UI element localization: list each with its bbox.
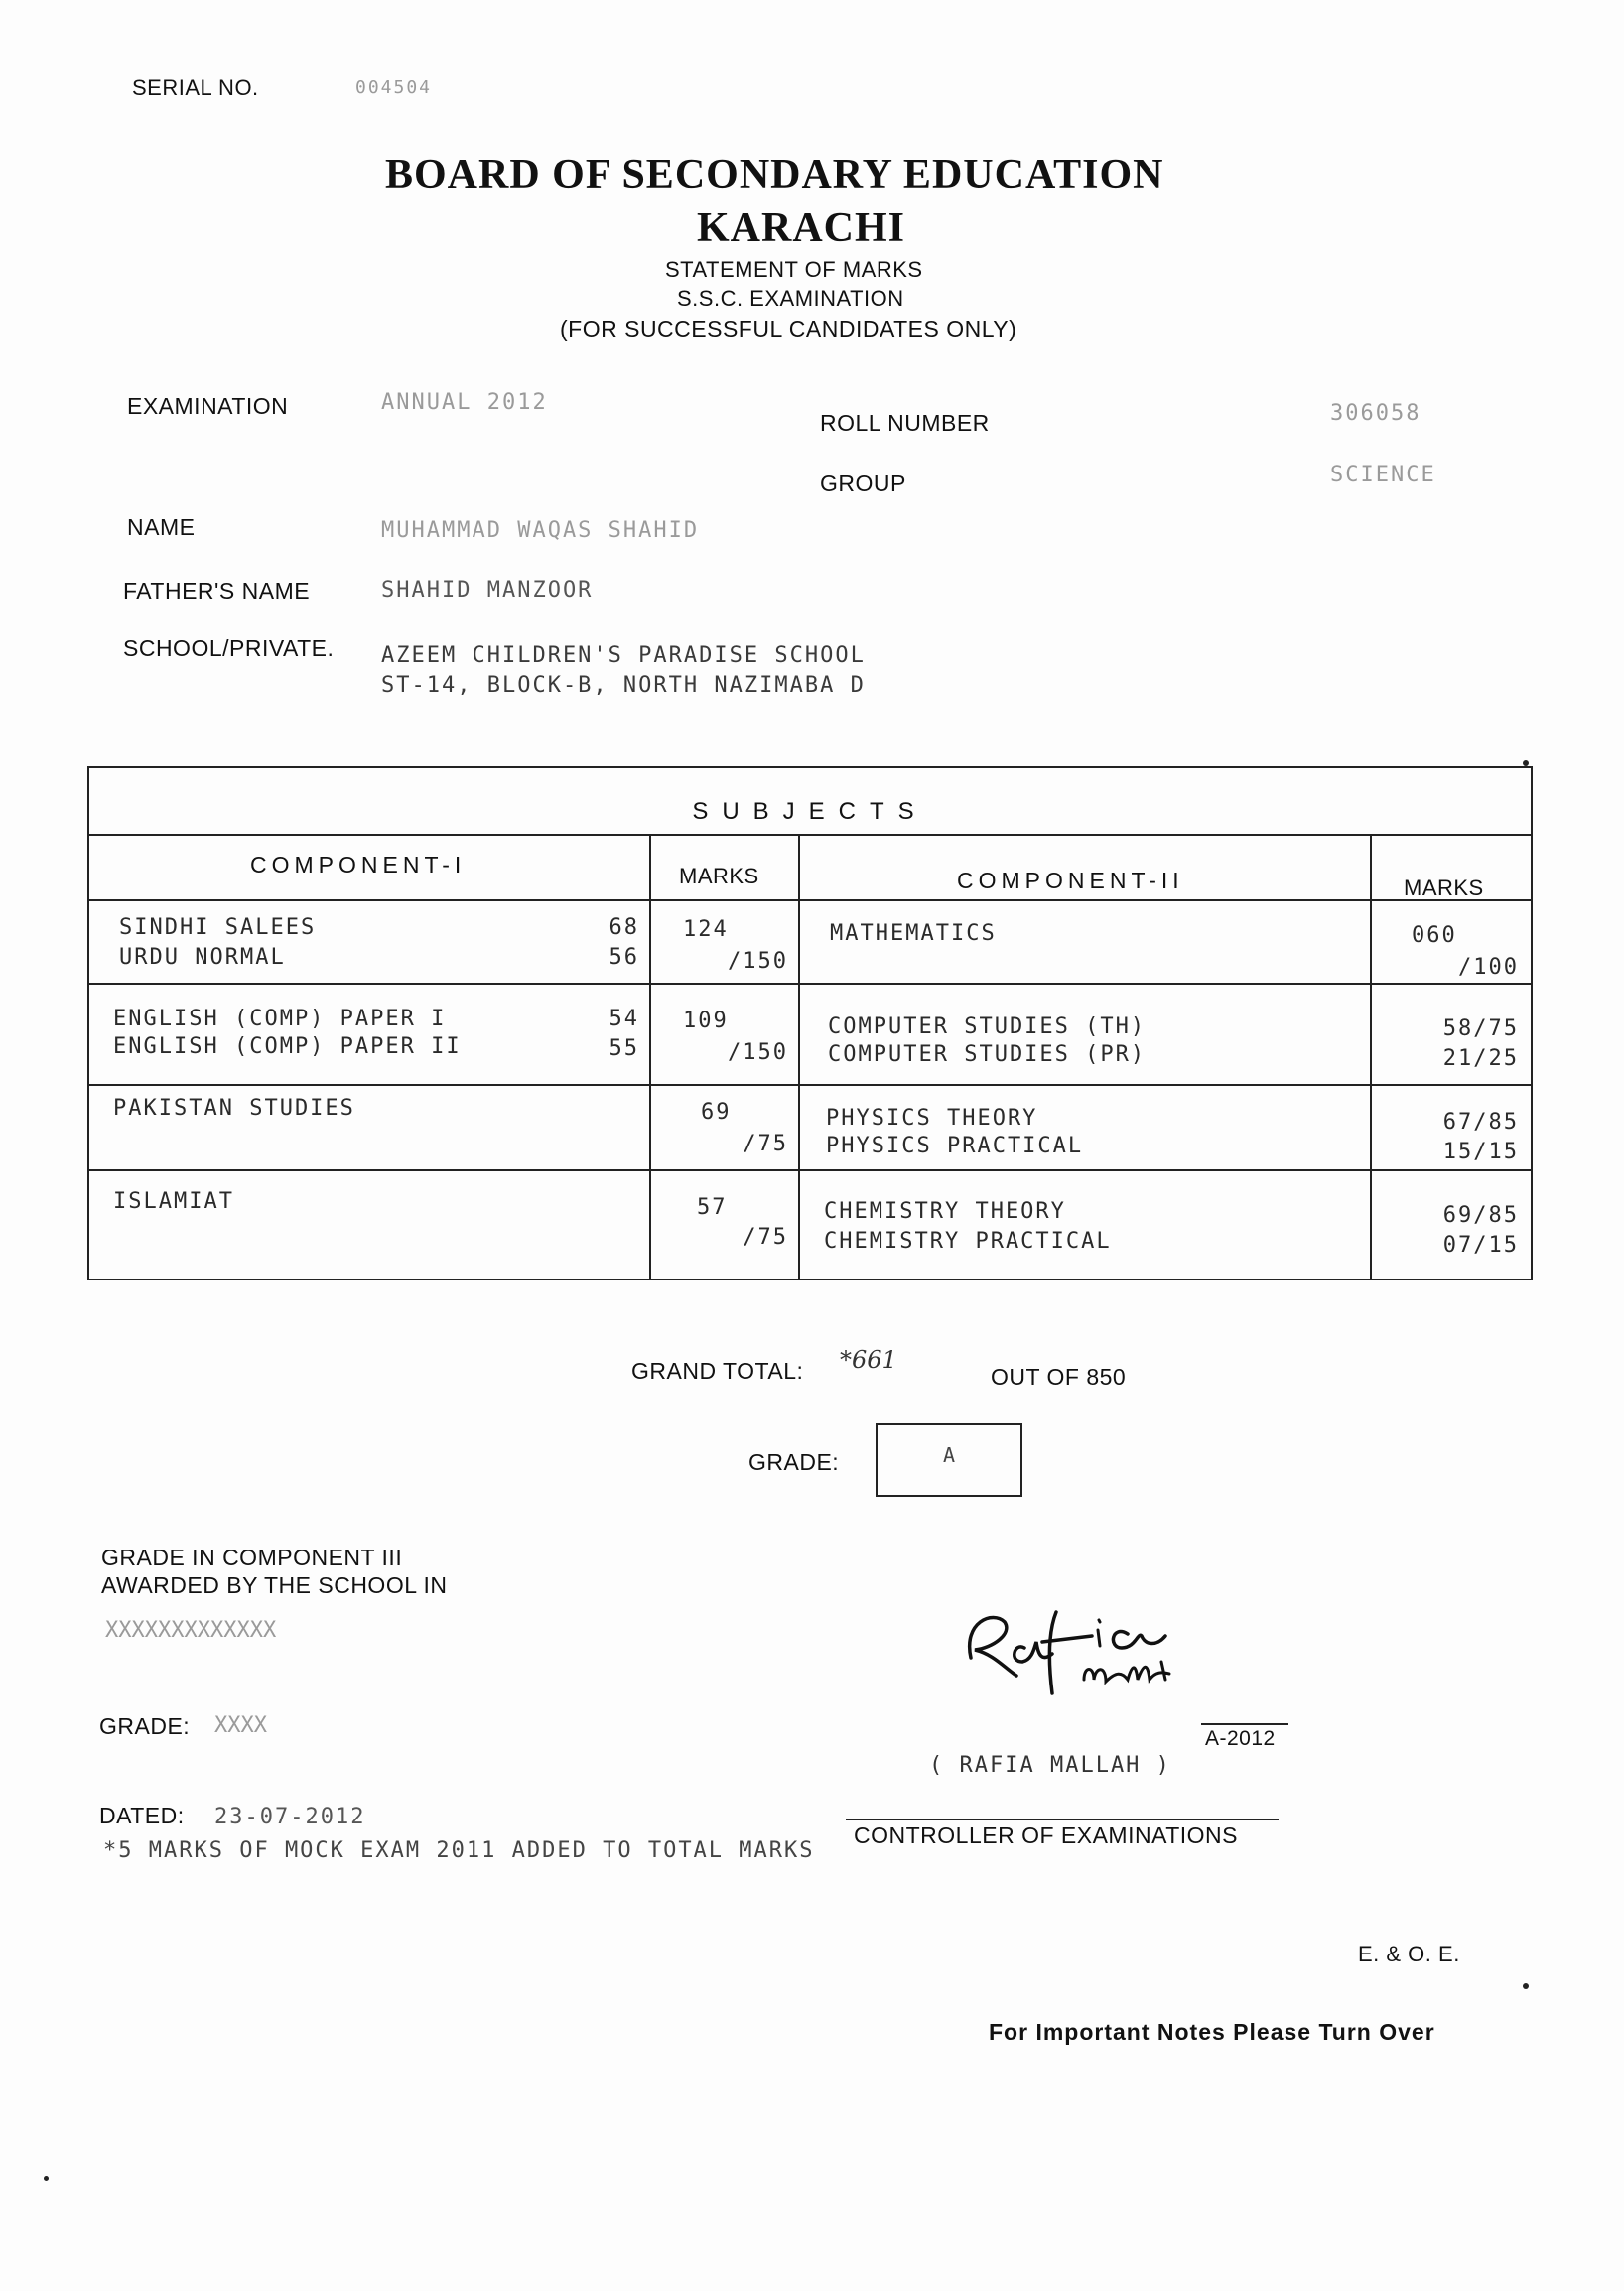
row1-c2-mark2: /100 xyxy=(1458,955,1519,980)
school-line1: AZEEM CHILDREN'S PARADISE SCHOOL xyxy=(381,643,866,668)
scan-speck xyxy=(1523,1983,1529,1989)
controller-title: CONTROLLER OF EXAMINATIONS xyxy=(854,1822,1239,1848)
row2-c2-subject2: COMPUTER STUDIES (PR) xyxy=(828,1042,1147,1067)
row2-c2-mark1: 58/75 xyxy=(1442,1016,1519,1041)
row2-c1-subject1: ENGLISH (COMP) PAPER I xyxy=(113,1007,447,1031)
school-label: SCHOOL/PRIVATE. xyxy=(123,635,335,661)
row2-c1-out-of: /150 xyxy=(728,1040,788,1065)
row1-c1-subject2: URDU NORMAL xyxy=(119,945,286,970)
grade-value: A xyxy=(942,1443,956,1467)
row3-c1-subject1: PAKISTAN STUDIES xyxy=(113,1096,355,1121)
group-value: SCIENCE xyxy=(1330,463,1436,487)
row1-c1-out-of: /150 xyxy=(728,949,788,974)
school-line2: ST-14, BLOCK-B, NORTH NAZIMABA D xyxy=(381,673,866,698)
marks2-header: MARKS xyxy=(1404,876,1484,900)
candidates-note: (FOR SUCCESSFUL CANDIDATES ONLY) xyxy=(560,316,1017,341)
signature-underline xyxy=(1201,1723,1288,1725)
statement-title: STATEMENT OF MARKS xyxy=(665,257,923,282)
name-label: NAME xyxy=(127,514,196,540)
row1-c1-total: 124 xyxy=(683,917,729,942)
city-title: KARACHI xyxy=(697,205,906,251)
serial-label: SERIAL NO. xyxy=(132,75,259,100)
row3-c2-subject1: PHYSICS THEORY xyxy=(826,1106,1038,1131)
row4-c2-subject1: CHEMISTRY THEORY xyxy=(824,1199,1066,1224)
scan-speck xyxy=(44,2176,49,2181)
roll-value: 306058 xyxy=(1330,401,1421,426)
controller-name: ( RAFIA MALLAH ) xyxy=(929,1753,1171,1778)
grade-label: GRADE: xyxy=(748,1449,840,1475)
subjects-table xyxy=(87,766,1533,1280)
dated-value: 23-07-2012 xyxy=(214,1805,366,1829)
row4-c2-mark2: 07/15 xyxy=(1442,1233,1519,1258)
scan-speck xyxy=(1523,760,1529,766)
row1-c1-mark1: 68 xyxy=(609,915,639,940)
component2-header: COMPONENT-II xyxy=(957,868,1184,893)
row1-c2-subject1: MATHEMATICS xyxy=(830,921,997,946)
group-label: GROUP xyxy=(820,471,906,496)
row3-c1-total: 69 xyxy=(701,1100,732,1125)
row2-c1-mark1: 54 xyxy=(609,1007,639,1031)
mock-exam-note: *5 MARKS OF MOCK EXAM 2011 ADDED TO TOTAL MARKS xyxy=(103,1838,815,1863)
subjects-title: SUBJECTS xyxy=(692,798,928,825)
signature-code: A-2012 xyxy=(1205,1727,1276,1750)
turn-over-note: For Important Notes Please Turn Over xyxy=(989,2019,1435,2045)
row1-c1-subject1: SINDHI SALEES xyxy=(119,915,317,940)
row3-c1-out-of: /75 xyxy=(743,1132,788,1156)
row4-c2-mark1: 69/85 xyxy=(1442,1203,1519,1228)
dated-label: DATED: xyxy=(99,1803,185,1828)
father-value: SHAHID MANZOOR xyxy=(381,578,594,603)
row3-c2-mark1: 67/85 xyxy=(1442,1110,1519,1135)
grand-total-label: GRAND TOTAL: xyxy=(631,1358,804,1384)
grade-box xyxy=(876,1423,1022,1497)
name-value: MUHAMMAD WAQAS SHAHID xyxy=(381,518,700,543)
marks1-header: MARKS xyxy=(679,864,759,888)
exam-name: S.S.C. EXAMINATION xyxy=(677,286,904,311)
board-title: BOARD OF SECONDARY EDUCATION xyxy=(385,152,1164,198)
serial-value: 004504 xyxy=(355,77,433,98)
eoe: E. & O. E. xyxy=(1358,1942,1460,1966)
component3-line2: AWARDED BY THE SCHOOL IN xyxy=(101,1572,448,1598)
examination-label: EXAMINATION xyxy=(127,393,289,419)
row3-c2-mark2: 15/15 xyxy=(1442,1140,1519,1164)
row3-c2-subject2: PHYSICS PRACTICAL xyxy=(826,1134,1084,1158)
row2-c2-subject1: COMPUTER STUDIES (TH) xyxy=(828,1014,1147,1039)
row2-c1-total: 109 xyxy=(683,1009,729,1033)
row4-c2-subject2: CHEMISTRY PRACTICAL xyxy=(824,1229,1112,1254)
row1-c2-mark1: 060 xyxy=(1412,923,1457,948)
row4-c1-total: 57 xyxy=(697,1195,728,1220)
out-of-total: OUT OF 850 xyxy=(991,1364,1127,1390)
roll-label: ROLL NUMBER xyxy=(820,410,990,436)
examination-value: ANNUAL 2012 xyxy=(381,390,548,415)
component3-line1: GRADE IN COMPONENT III xyxy=(101,1545,403,1570)
row4-c1-out-of: /75 xyxy=(743,1225,788,1250)
controller-line xyxy=(846,1819,1279,1820)
row2-c1-subject2: ENGLISH (COMP) PAPER II xyxy=(113,1034,462,1059)
row1-c1-mark2: 56 xyxy=(609,945,639,970)
row2-c2-mark2: 21/25 xyxy=(1442,1046,1519,1071)
component3-grade-value: XXXX xyxy=(214,1713,267,1738)
component3-grade-label: GRADE: xyxy=(99,1713,191,1739)
grand-total-value: *661 xyxy=(840,1346,897,1374)
row4-c1-subject1: ISLAMIAT xyxy=(113,1189,234,1214)
signature-strokes xyxy=(970,1612,1169,1693)
component1-header: COMPONENT-I xyxy=(250,852,467,877)
component3-value: XXXXXXXXXXXXX xyxy=(105,1618,277,1643)
row2-c1-mark2: 55 xyxy=(609,1036,639,1061)
father-label: FATHER'S NAME xyxy=(123,578,311,604)
